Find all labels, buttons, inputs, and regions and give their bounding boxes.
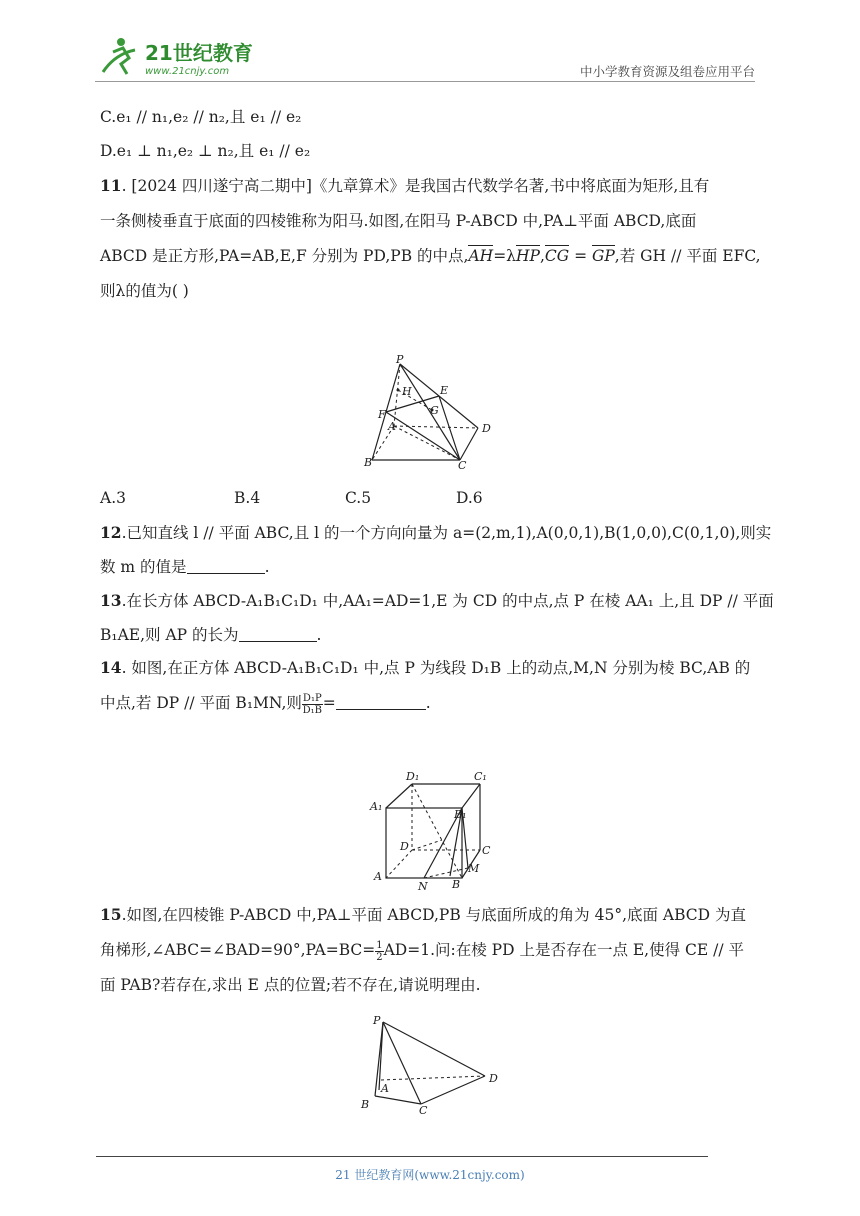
q11-option-d[interactable]: D.6: [456, 489, 483, 507]
fig14-label-b1: B₁: [454, 808, 467, 821]
q13-line2: B₁AE,则 AP 的长为 .: [100, 626, 322, 644]
q11-line1: 11. [2024 四川遂宁高二期中]《九章算术》是我国古代数学名著,书中将底面为矩形,且有: [100, 176, 710, 195]
logo-text: 21世纪教育: [145, 41, 253, 65]
q11-line2: 一条侧棱垂直于底面的四棱锥称为阳马.如图,在阳马 P-ABCD 中,PA⊥平面 ABCD,底面: [100, 212, 697, 230]
fig11-label-a: A: [388, 420, 396, 433]
q14-figure: [368, 768, 498, 892]
q11-number: 11: [100, 176, 122, 195]
footer-divider: [96, 1156, 708, 1157]
q11-option-a[interactable]: A.3: [100, 489, 126, 507]
q13-line1: 13.在长方体 ABCD-A₁B₁C₁D₁ 中,AA₁=AD=1,E 为 CD 的中点,点 P 在棱 AA₁ 上,且 DP // 平面: [100, 591, 774, 610]
fig15-label-p: P: [373, 1014, 381, 1027]
q13-number: 13: [100, 591, 122, 610]
q15-number: 15: [100, 905, 122, 924]
q12-line2: 数 m 的值是 .: [100, 558, 270, 576]
q14-line1: 14. 如图,在正方体 ABCD-A₁B₁C₁D₁ 中,点 P 为线段 D₁B 上的动点,M,N 分别为棱 BC,AB 的: [100, 658, 751, 677]
q15-figure: [355, 1012, 505, 1118]
fig14-label-m: M: [468, 862, 480, 875]
fig11-label-b: B: [364, 456, 373, 469]
q11-option-c[interactable]: C.5: [345, 489, 372, 507]
fig14-label-a1: A₁: [370, 800, 383, 813]
fig14-label-c1: C₁: [474, 770, 487, 783]
fig11-label-f: F: [378, 408, 386, 421]
header-platform-text: 中小学教育资源及组卷应用平台: [579, 64, 755, 79]
q13-answer-blank[interactable]: [239, 627, 317, 642]
fig11-label-g: G: [430, 404, 439, 417]
fig14-label-c: C: [482, 844, 491, 857]
q14-line2: 中点,若 DP // 平面 B₁MN,则 $\frac{\text{D₁P}}{\text{D₁B}}=$ .: [100, 692, 431, 716]
fig11-label-e: E: [440, 384, 449, 397]
fig11-label-p: P: [396, 353, 404, 366]
fig14-label-d: D: [400, 840, 409, 853]
fig11-label-d: D: [482, 422, 491, 435]
q15-fraction: $\frac{1}{2}$: [376, 939, 383, 963]
fig14-label-d1: D₁: [406, 770, 420, 783]
logo-url: www.21cnjy.com: [145, 66, 230, 77]
site-logo: [95, 34, 265, 80]
fig14-label-b: B: [452, 878, 461, 891]
q12-number: 12: [100, 523, 122, 542]
fig14-label-a: A: [374, 870, 382, 883]
q15-line3: 面 PAB?若存在,求出 E 点的位置;若不存在,请说明理由.: [100, 976, 481, 994]
option-d-line: D.e₁ ⊥ n₁,e₂ ⊥ n₂,且 e₁ // e₂: [100, 142, 311, 160]
q11-line3: ABCD 是正方形,PA=AB,E,F 分别为 PD,PB 的中点,AH=λHP,CG = GP,若 GH // 平面 EFC,: [100, 247, 761, 265]
q15-line2: 角梯形,∠ABC=∠BAD=90°,PA=BC= $\frac{1}{2}AD=1$.问:在棱 PD 上是否存在一点 E,使得 CE // 平: [100, 939, 745, 963]
q11-options: [100, 489, 560, 511]
fig15-label-d: D: [489, 1072, 498, 1085]
fig14-label-n: N: [418, 880, 428, 892]
q14-answer-blank[interactable]: [336, 695, 426, 710]
fig15-label-c: C: [419, 1104, 428, 1117]
fig11-label-c: C: [458, 459, 467, 472]
q11-line4: 则λ的值为( ): [100, 282, 189, 300]
q14-fraction: $\frac{\text{D₁P}}{\text{D₁B}}$: [302, 692, 322, 716]
q12-answer-blank[interactable]: [187, 559, 265, 574]
q14-number: 14: [100, 658, 122, 677]
q11-option-b[interactable]: B.4: [234, 489, 261, 507]
footer-text[interactable]: 21 世纪教育网(www.21cnjy.com): [335, 1168, 525, 1182]
option-c-line: C.e₁ // n₁,e₂ // n₂,且 e₁ // e₂: [100, 108, 302, 126]
q12-line1: 12.已知直线 l // 平面 ABC,且 l 的一个方向向量为 a=(2,m,1),A(0,0,1),B(1,0,0),C(0,1,0),则实: [100, 523, 772, 542]
fig15-label-a: A: [381, 1082, 389, 1095]
q15-line1: 15.如图,在四棱锥 P-ABCD 中,PA⊥平面 ABCD,PB 与底面所成的角为 45°,底面 ABCD 为直: [100, 905, 747, 924]
fig15-label-b: B: [361, 1098, 370, 1111]
header-divider: [95, 81, 755, 82]
q11-figure: [360, 352, 500, 472]
fig11-label-h: H: [402, 385, 412, 398]
